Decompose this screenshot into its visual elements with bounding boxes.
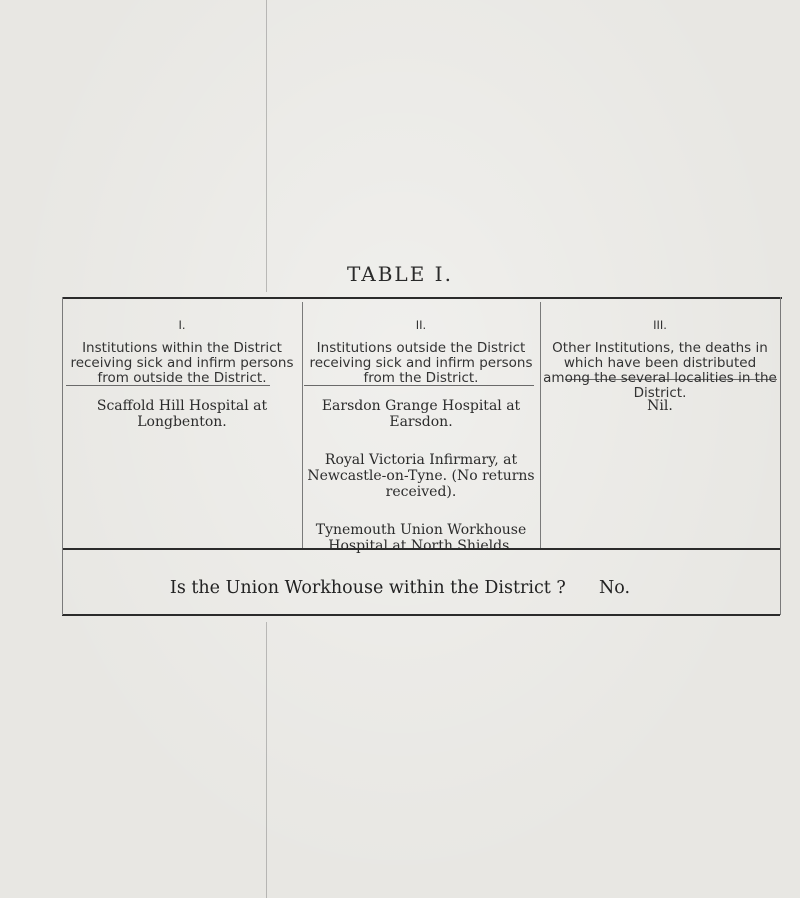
institution-entry: Scaffold Hill Hospital at Longbenton. (96, 398, 268, 430)
column-heading: Institutions outside the District receiving sick and infirm persons from the District. (309, 340, 533, 386)
page-fold-line (266, 622, 267, 898)
page-fold-line (266, 0, 267, 292)
institution-entry: Nil. (647, 398, 673, 414)
column-numeral: II. (415, 318, 427, 332)
column-numeral: I. (178, 318, 186, 332)
column-body-2 (304, 398, 538, 576)
column-divider (540, 302, 541, 548)
workhouse-question-line (0, 578, 800, 598)
column-numeral: III. (653, 318, 667, 332)
column-heading: Institutions within the District receiving sick and infirm persons from outside the District. (70, 340, 294, 386)
column-header-1 (64, 318, 300, 386)
workhouse-question: Is the Union Workhouse within the District ? (169, 578, 566, 598)
column-heading: Other Institutions, the deaths in which have been distributed among the several localities in the District. (543, 340, 777, 401)
institution-entry: Tynemouth Union Workhouse Hospital at North Shields. (315, 522, 527, 554)
table-title: TABLE I. (347, 262, 453, 286)
institution-entry: Royal Victoria Infirmary, at Newcastle-on-Tyne. (No returns received). (307, 452, 535, 500)
column-body-3 (542, 398, 778, 436)
column-header-3 (542, 318, 778, 401)
question-bottom-rule (62, 614, 780, 616)
workhouse-answer: No. (598, 578, 631, 598)
table-left-border (62, 297, 63, 615)
institution-entry: Earsdon Grange Hospital at Earsdon. (321, 398, 521, 430)
table-right-border (780, 297, 781, 615)
column-header-2 (304, 318, 538, 386)
column-body-1 (64, 398, 300, 452)
column-divider (302, 302, 303, 548)
table-top-rule (62, 297, 782, 299)
